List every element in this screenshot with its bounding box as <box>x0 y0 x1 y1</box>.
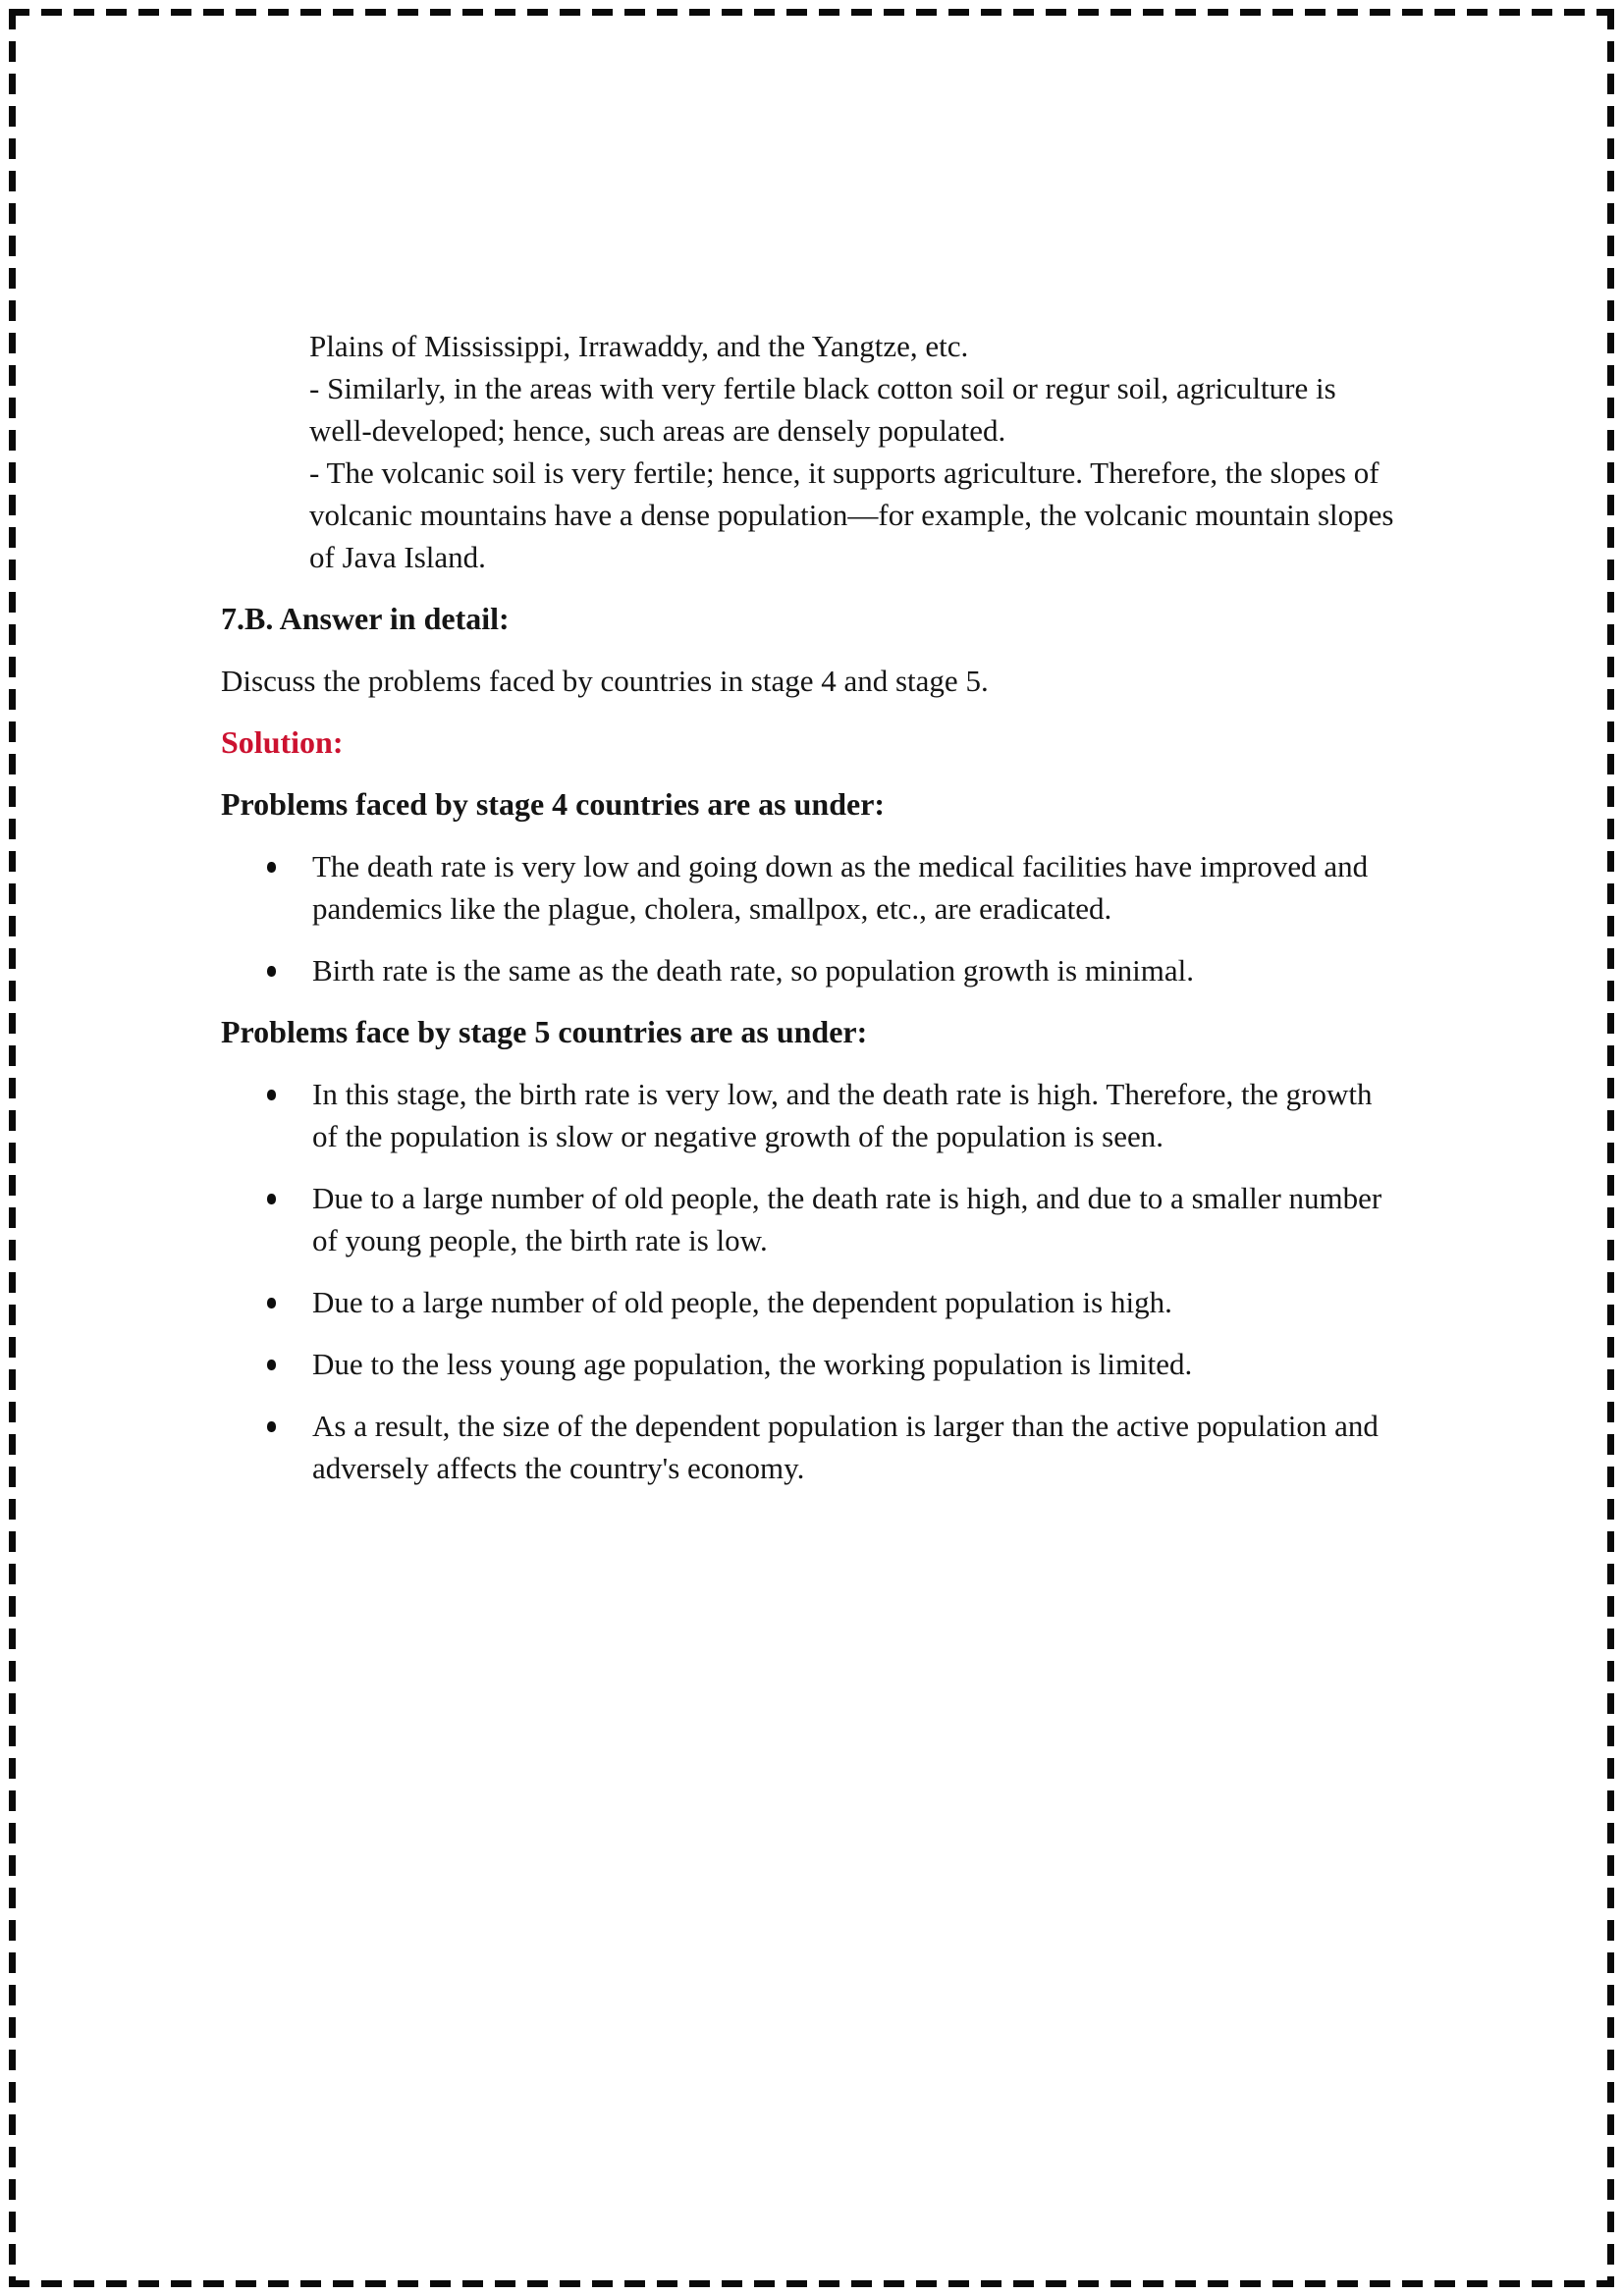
list-item <box>221 1073 1399 1157</box>
list-item <box>221 949 1399 991</box>
stage4-bullet-list <box>221 845 1399 991</box>
intro-line-volcanic: - The volcanic soil is very fertile; hence, it supports agriculture. Therefore, the slopes of volcanic mountains have a dense population—for example, the volcanic mountain slopes of Java Island. <box>309 455 1394 574</box>
intro-line-similarly: - Similarly, in the areas with very fertile black cotton soil or regur soil, agriculture is well-developed; hence, such areas are densely populated. <box>309 371 1336 448</box>
list-item <box>221 1405 1399 1489</box>
list-item-text: In this stage, the birth rate is very low, and the death rate is high. Therefore, the growth of the population is slow or negative growth of the population is seen. <box>312 1077 1373 1153</box>
list-item <box>221 1343 1399 1385</box>
list-item-text: Birth rate is the same as the death rate, so population growth is minimal. <box>312 953 1194 988</box>
stage4-heading: Problems faced by stage 4 countries are as under: <box>221 786 886 822</box>
list-item <box>221 1177 1399 1261</box>
solution-label: Solution: <box>221 724 344 760</box>
section-heading: 7.B. Answer in detail: <box>221 601 510 636</box>
bullet-icon <box>267 1090 276 1100</box>
bullet-icon <box>267 1298 276 1308</box>
list-item-text: The death rate is very low and going down as the medical facilities have improved and pandemics like the plague, cholera, smallpox, etc., are eradicated. <box>312 849 1369 926</box>
bullet-icon <box>267 1360 276 1370</box>
question-text: Discuss the problems faced by countries in stage 4 and stage 5. <box>221 664 989 698</box>
bullet-icon <box>267 966 276 977</box>
list-item-text: Due to a large number of old people, the death rate is high, and due to a smaller number of young people, the birth rate is low. <box>312 1181 1382 1257</box>
intro-paragraph <box>309 325 1404 578</box>
stage5-bullet-list <box>221 1073 1399 1489</box>
list-item <box>221 845 1399 930</box>
list-item-text: As a result, the size of the dependent population is larger than the active population and adversely affects the country's economy. <box>312 1409 1379 1485</box>
stage5-heading: Problems face by stage 5 countries are as under: <box>221 1014 868 1049</box>
bullet-icon <box>267 862 276 873</box>
list-item-text: Due to the less young age population, the working population is limited. <box>312 1347 1193 1381</box>
list-item <box>221 1281 1399 1323</box>
bullet-icon <box>267 1194 276 1204</box>
intro-line-plains: Plains of Mississippi, Irrawaddy, and the Yangtze, etc. <box>309 329 969 363</box>
list-item-text: Due to a large number of old people, the dependent population is high. <box>312 1285 1172 1319</box>
page-border-bottom <box>9 2280 1614 2287</box>
bullet-icon <box>267 1421 276 1432</box>
